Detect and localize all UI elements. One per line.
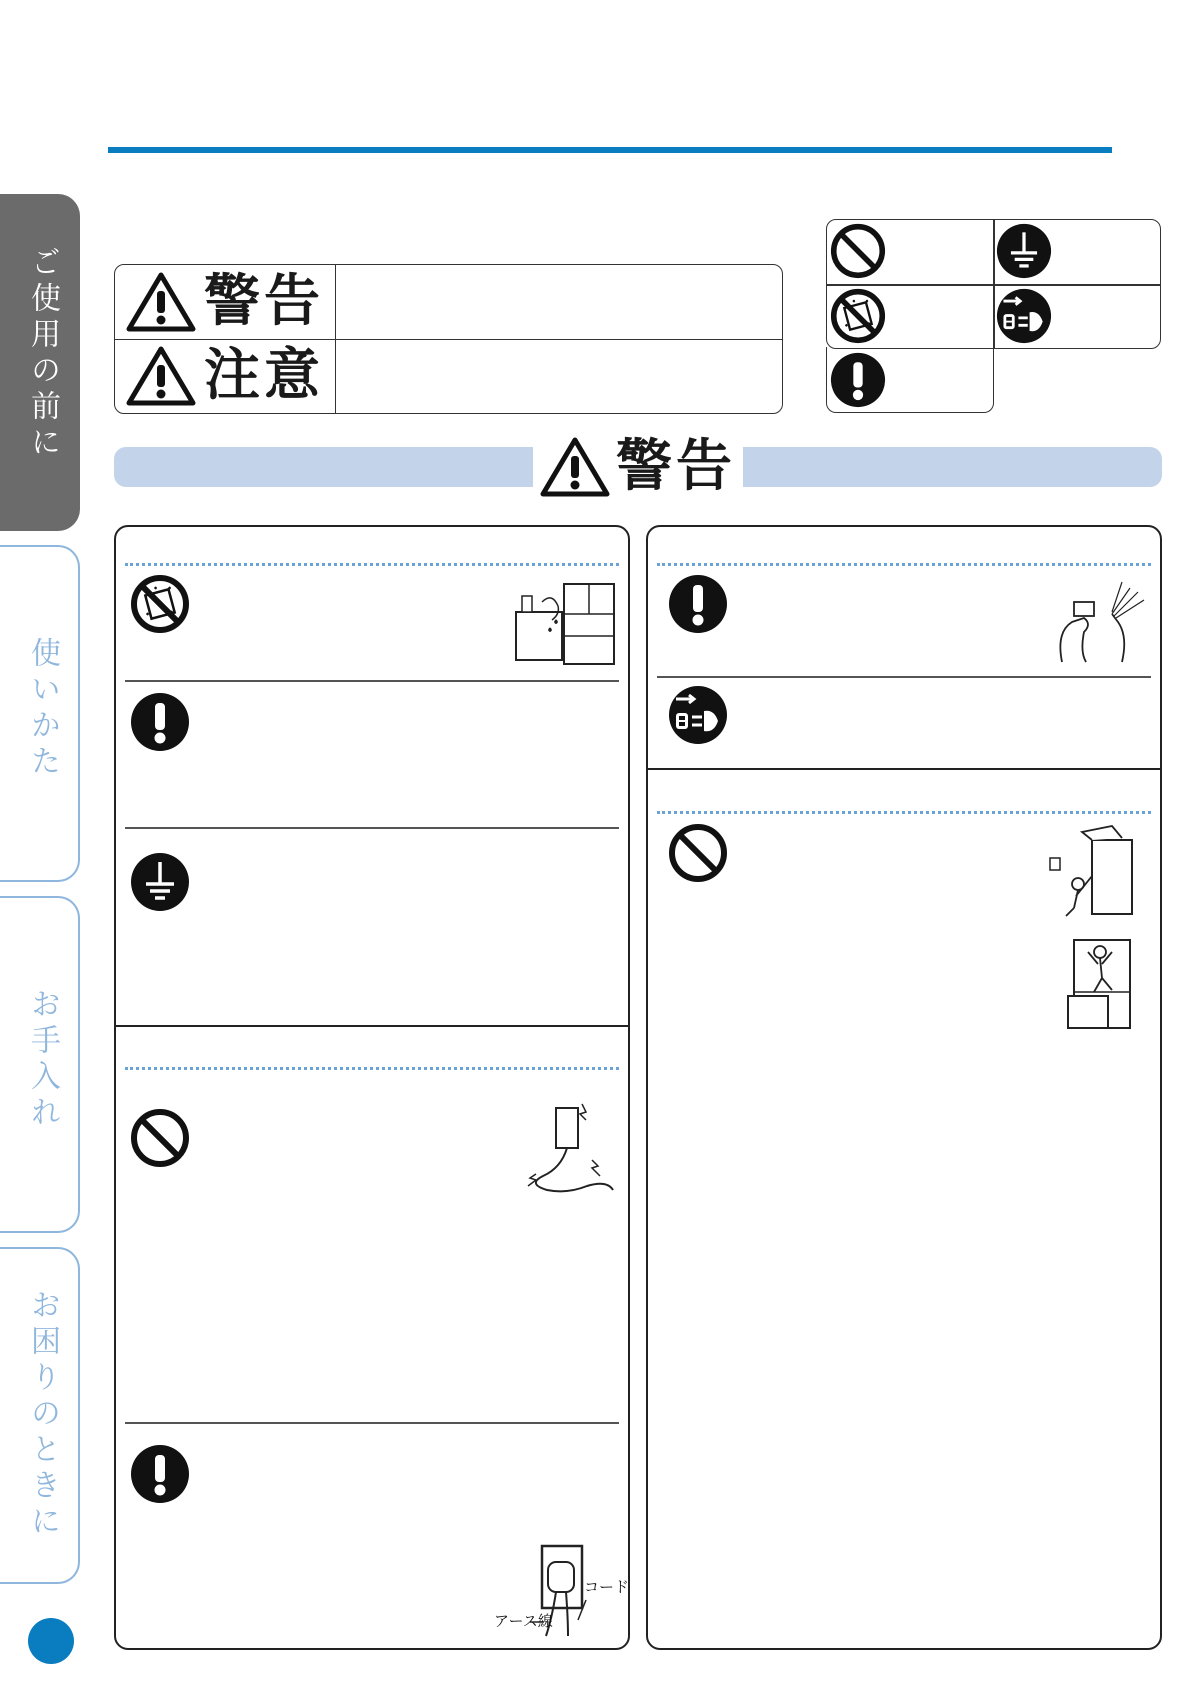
dust-plug-illustration xyxy=(1052,574,1152,666)
side-tab-label: お困りのときに xyxy=(25,1289,60,1541)
no-water-icon xyxy=(130,574,190,634)
unplug-icon xyxy=(668,685,728,745)
dotted-rule xyxy=(125,1067,619,1070)
prohibited-icon xyxy=(830,223,886,279)
unplug-icon xyxy=(996,288,1052,344)
dotted-rule xyxy=(657,563,1151,566)
banner-bar-right xyxy=(742,447,1162,487)
section-rule xyxy=(114,1025,630,1027)
divider xyxy=(657,676,1151,678)
ground-wire-label: アース線 xyxy=(494,1612,553,1630)
side-tab-label: ご使用の前に xyxy=(25,246,60,462)
side-tab-maintenance[interactable] xyxy=(0,896,80,1233)
signal-word-warning: 警告 xyxy=(204,269,324,334)
page-number-dot xyxy=(28,1618,74,1664)
divider xyxy=(125,680,619,682)
side-tab-troubleshooting[interactable] xyxy=(0,1247,80,1584)
warning-triangle-icon xyxy=(540,436,610,498)
banner-bar-left xyxy=(114,447,534,487)
signal-row-warning xyxy=(115,265,782,340)
side-tab-label: お手入れ xyxy=(25,988,60,1132)
child-climbing-illustration xyxy=(1064,936,1136,1032)
cord-label: コード xyxy=(584,1578,630,1596)
damaged-cord-illustration xyxy=(522,1100,618,1200)
warning-triangle-icon xyxy=(126,345,196,407)
prohibited-icon xyxy=(668,823,728,883)
mandatory-icon xyxy=(668,574,728,634)
side-tab-usage[interactable] xyxy=(0,545,80,882)
side-tab-label: 使いかた xyxy=(25,637,60,781)
dotted-rule xyxy=(125,563,619,566)
mandatory-icon xyxy=(130,692,190,752)
section-rule xyxy=(646,768,1162,770)
mandatory-icon xyxy=(130,1444,190,1504)
signal-word-legend xyxy=(114,264,783,414)
banner-title: 警告 xyxy=(616,434,736,499)
divider xyxy=(125,1422,619,1424)
fridge-water-illustration xyxy=(512,578,622,670)
signal-cell-caution xyxy=(115,339,336,413)
warning-triangle-icon xyxy=(126,271,196,333)
warning-banner xyxy=(533,432,743,502)
left-panel xyxy=(114,525,630,1650)
legend-divider xyxy=(826,284,1161,286)
top-rule xyxy=(108,147,1112,153)
signal-row-caution xyxy=(115,339,782,413)
signal-cell-warning xyxy=(115,265,336,339)
side-tab-before-use[interactable] xyxy=(0,194,80,531)
mandatory-icon xyxy=(830,352,886,408)
prohibited-icon xyxy=(130,1108,190,1168)
dotted-rule xyxy=(657,811,1151,814)
signal-word-caution: 注意 xyxy=(204,343,324,408)
ground-wire-outlet-illustration xyxy=(492,1540,630,1640)
ground-icon xyxy=(130,852,190,912)
ground-icon xyxy=(996,223,1052,279)
divider xyxy=(125,827,619,829)
symbol-legend xyxy=(826,219,1161,414)
no-water-icon xyxy=(830,288,886,344)
child-hanging-door-illustration xyxy=(1046,822,1138,918)
